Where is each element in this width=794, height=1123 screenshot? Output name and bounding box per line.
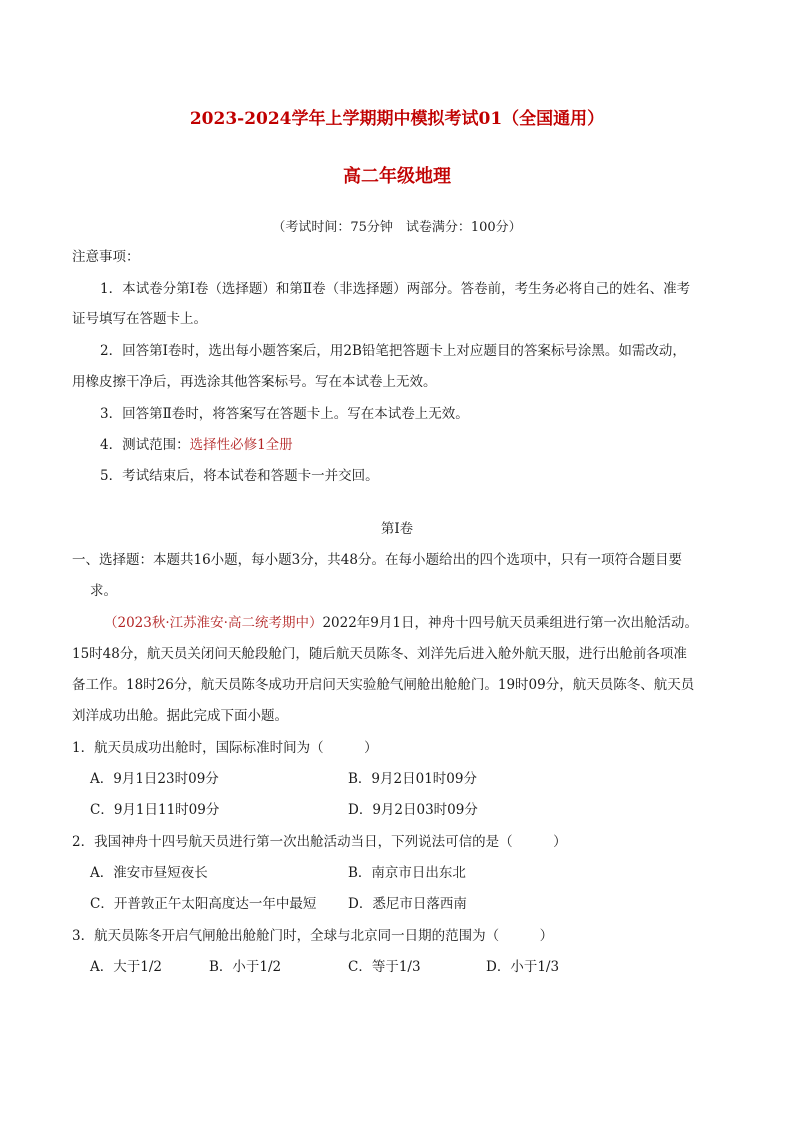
note-4-prefix: 4．测试范围：: [100, 437, 190, 453]
volume-heading: 第Ⅰ卷: [380, 521, 414, 537]
question-3-option-a[interactable]: A．大于1/2: [90, 959, 162, 975]
note-4: [100, 435, 293, 455]
section-instructions-line-2: 求。: [90, 583, 117, 599]
note-2-line-2: 用橡皮擦干净后，再选涂其他答案标号。写在本试卷上无效。: [72, 374, 437, 390]
question-1-stem: 1．航天员成功出舱时，国际标准时间为（ ）: [72, 740, 378, 756]
note-1-line-2: 证号填写在答题卡上。: [72, 311, 207, 327]
section-instructions-line-1: 一、选择题：本题共16小题，每小题3分，共48分。在每小题给出的四个选项中，只有一项符合题目要: [72, 552, 682, 568]
question-1-option-b[interactable]: B．9月2日01时09分: [348, 771, 477, 787]
note-4-scope: 选择性必修1全册: [189, 437, 293, 453]
question-3-option-c[interactable]: C．等于1/3: [348, 959, 421, 975]
exam-title: 2023-2024学年上学期期中模拟考试01（全国通用）: [189, 109, 605, 129]
note-2-line-1: 2．回答第Ⅰ卷时，选出每小题答案后，用2B铅笔把答题卡上对应题目的答案标号涂黑。如需改动，: [100, 343, 686, 359]
exam-timing: （考试时间：75分钟 试卷满分：100分）: [272, 220, 522, 235]
question-3-option-d[interactable]: D．小于1/3: [486, 959, 560, 975]
passage-line-4: 刘洋成功出舱。据此完成下面小题。: [72, 708, 288, 724]
question-2-option-c[interactable]: C．开普敦正午太阳高度达一年中最短: [90, 896, 317, 912]
passage-line-1: [104, 613, 698, 633]
question-2-option-b[interactable]: B．南京市日出东北: [348, 865, 466, 881]
question-1-option-a[interactable]: A．9月1日23时09分: [90, 771, 219, 787]
note-5: 5．考试结束后，将本试卷和答题卡一并交回。: [100, 468, 379, 484]
note-1-line-1: 1．本试卷分第Ⅰ卷（选择题）和第Ⅱ卷（非选择题）两部分。答卷前，考生务必将自己的姓名、准考: [100, 281, 691, 297]
passage-source: （2023秋·江苏淮安·高二统考期中）: [104, 615, 323, 631]
question-3-stem: 3．航天员陈冬开启气闸舱出舱舱门时，全球与北京同一日期的范围为（ ）: [72, 928, 554, 944]
passage-line-3: 备工作。18时26分，航天员陈冬成功开启问天实验舱气闸舱出舱舱门。19时09分，航天员陈冬、航天员: [72, 677, 695, 693]
question-3-option-b[interactable]: B．小于1/2: [209, 959, 282, 975]
passage-line-1-text: 2022年9月1日，神舟十四号航天员乘组进行第一次出舱活动。: [322, 615, 698, 631]
question-2-stem: 2．我国神舟十四号航天员进行第一次出舱活动当日，下列说法可信的是（ ）: [72, 834, 567, 850]
question-2-option-d[interactable]: D．悉尼市日落西南: [348, 896, 467, 912]
question-2-option-a[interactable]: A．淮安市昼短夜长: [90, 865, 208, 881]
question-1-option-c[interactable]: C．9月1日11时09分: [90, 802, 220, 818]
note-3: 3．回答第Ⅱ卷时，将答案写在答题卡上。写在本试卷上无效。: [100, 406, 469, 422]
notes-heading: 注意事项：: [72, 249, 140, 265]
question-1-option-d[interactable]: D．9月2日03时09分: [348, 802, 478, 818]
exam-subtitle: 高二年级地理: [343, 166, 451, 187]
passage-line-2: 15时48分，航天员关闭问天舱段舱门，随后航天员陈冬、刘洋先后进入舱外航天服，进行出舱前各项准: [72, 646, 687, 662]
